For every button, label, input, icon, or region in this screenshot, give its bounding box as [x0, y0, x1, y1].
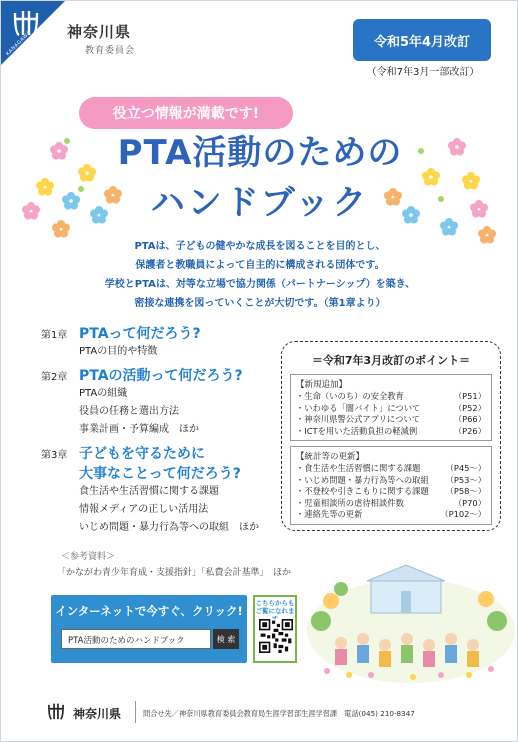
references-heading: ＜参考資料＞	[61, 552, 116, 562]
point-row: ・不登校や引きこもりに関する課題 （P58～）	[296, 486, 486, 496]
pink-banner: 役立つ情報が満載です!	[79, 97, 293, 129]
footer-contact-info: 問合せ先／神奈川県教育委員会教育局生涯学習部生涯学習課 電話(045) 210-8347	[143, 709, 415, 718]
search-button[interactable]: 検 索	[213, 629, 239, 649]
qr-code-box[interactable]	[253, 595, 297, 663]
point-row: ・連絡先等の更新 （P102～）	[296, 509, 486, 519]
chapter-list	[41, 323, 291, 537]
references-body: 「かながわ青少年育成・支援指針」「私費会計基準」 ほか	[57, 568, 292, 578]
prefecture-name: 神奈川県	[67, 23, 132, 41]
chapter-1	[41, 323, 291, 343]
intro-line: 密接な連携を図っていくことが大切です。（第1章より）	[134, 298, 386, 309]
chapter-item: 事業計画・予算編成 ほか	[79, 424, 199, 435]
kanagawa-emblem-icon	[45, 701, 67, 723]
chapter-title: PTAの活動って何だろう?	[79, 368, 243, 384]
point-row: ・食生活や生活習慣に関する課題 （P45～）	[296, 463, 486, 473]
point-row: ・児童相談所の虐待相談件数 （P70）	[296, 497, 486, 508]
footer-prefecture-name: 神奈川県	[73, 707, 122, 721]
qr-caption: こちらからもご覧になれま	[255, 599, 295, 615]
kanagawa-logo-block	[1, 1, 151, 71]
chapter-2	[41, 365, 291, 385]
chapter-label: 第3章	[41, 450, 68, 461]
section-heading: 【統計等の更新】	[296, 452, 365, 462]
title-line-1: PTA活動のための	[117, 133, 403, 173]
internet-search-banner[interactable]	[51, 595, 247, 663]
title-line-2: ハンドブック	[150, 183, 370, 223]
footer-separator	[135, 701, 136, 723]
intro-line: PTAは、子どもの健やかな成長を図ることを目的とし、	[134, 241, 386, 252]
intro-line: 学校とPTAは、対等な立場で協力関係（パートナーシップ）を築き、	[104, 279, 416, 290]
chapter-item: いじめ問題・暴力行為等への取組 ほか	[79, 522, 259, 533]
chapter-title: PTAって何だろう?	[79, 326, 201, 342]
search-input[interactable]: PTA活動のためのハンドブック	[61, 629, 211, 649]
revision-badge: 令和5年4月改訂	[353, 19, 491, 61]
statistics-update-section	[290, 446, 492, 525]
point-row: ・ICTを用いた活動負担の軽減例 （P26）	[296, 425, 486, 436]
search-banner-heading: インターネットで今すぐ、クリック!	[55, 604, 243, 618]
intro-text	[1, 237, 518, 313]
school-community-illustration	[301, 561, 516, 686]
intro-line: 保護者と教職員によって自主的に構成される団体です。	[135, 260, 385, 271]
revision-points-box	[281, 341, 501, 531]
chapter-item: 食生活や生活習慣に関する課題	[79, 486, 219, 497]
logo-subtext: KANAGAWA	[5, 29, 33, 58]
section-heading: 【新規追加】	[296, 380, 348, 390]
point-row: ・いわゆる「闇バイト」について （P52）	[296, 402, 486, 413]
point-row: ・生命（いのち）の安全教育 （P51）	[296, 391, 486, 401]
chapter-item: PTAの目的や特徴	[79, 346, 158, 357]
chapter-3	[41, 443, 291, 463]
chapter-title-continued: 大事なことって何だろう?	[79, 466, 241, 482]
chapter-label: 第2章	[41, 372, 68, 383]
chapter-title: 子どもを守るために	[79, 446, 205, 462]
board-name: 教育委員会	[85, 46, 136, 56]
points-title: ＝令和7年3月改訂のポイント＝	[311, 354, 471, 367]
chapter-item: 役員の任務と選出方法	[79, 406, 179, 417]
new-additions-section	[290, 374, 492, 441]
point-row: ・いじめ問題・暴力行為等への取組 （P53～）	[296, 474, 486, 485]
chapter-item: PTAの組織	[79, 388, 128, 399]
chapter-label: 第1章	[41, 330, 68, 341]
point-row: ・神奈川県警公式アプリについて （P66）	[296, 414, 486, 424]
qr-code-icon	[259, 619, 293, 653]
chapter-item: 情報メディアの正しい活用法	[79, 504, 209, 515]
revision-subtext: （令和7年3月一部改訂）	[366, 67, 480, 78]
